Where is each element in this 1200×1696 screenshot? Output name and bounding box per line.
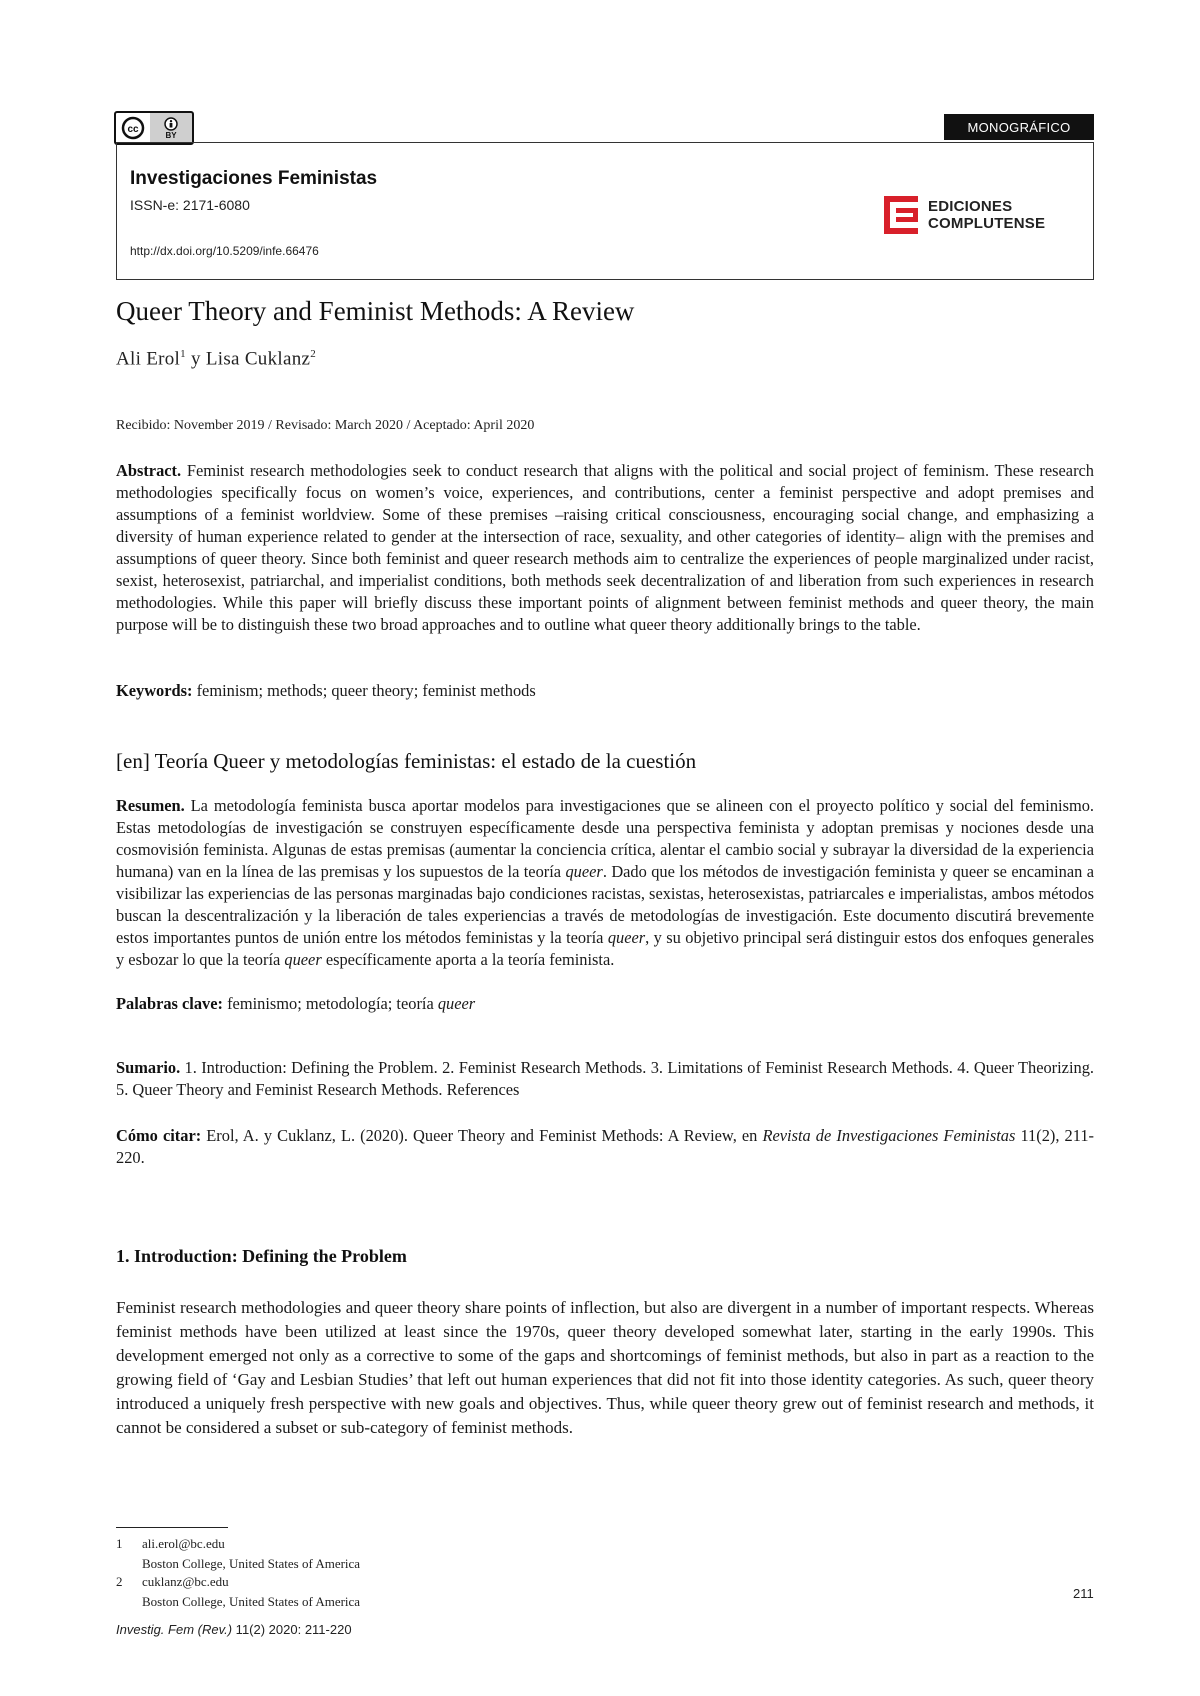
section-tag: MONOGRÁFICO (944, 114, 1094, 140)
sumario (116, 1057, 1094, 1101)
resumen-text-3: , y su objetivo principal será distinguir estos dos enfoques generales y esbozar lo que la teoría (116, 928, 1094, 969)
resumen-text-1: La metodología feminista busca aportar modelos para investigaciones que se alineen con el proyecto político y social del feminismo. Estas metodologías de investigación se construyen específicamente desde una perspectiva feminista y adoptan premisas y nociones desde una cosmovisión feminista. Algunas de estas premisas (aumentar la conciencia crítica, alentar el cambio social y subrayar la diversidad de la experiencia humana) van en la línea de las premisas y los supuestos de la teoría (116, 796, 1094, 881)
page-footer (116, 1622, 352, 1637)
resumen-text-4: específicamente aporta a la teoría feminista. (321, 950, 615, 969)
citation-text-1: Erol, A. y Cuklanz, L. (2020). Queer Theory and Feminist Methods: A Review, en (201, 1126, 763, 1145)
palabras-label: Palabras clave: (116, 994, 223, 1013)
footnote-divider (116, 1527, 228, 1528)
author-2-footnote-mark[interactable]: 2 (310, 348, 317, 360)
sumario-label: Sumario. (116, 1058, 181, 1077)
footnote-2-affiliation: Boston College, United States of America (142, 1594, 361, 1609)
keywords-label: Keywords: (116, 681, 193, 700)
author-connector: y (185, 348, 206, 370)
journal-name: Investigaciones Feministas (130, 168, 378, 189)
footnote-2-mark: 2 (116, 1574, 123, 1589)
footnote-1-email[interactable]: ali.erol@bc.edu (142, 1536, 225, 1551)
publisher-name (928, 198, 1045, 232)
section-1-heading: 1. Introduction: Defining the Problem (116, 1246, 407, 1266)
resumen-text-2: . Dado que los métodos de investigación feminista y queer se encaminan a visibilizar las experiencias de las personas marginadas bajo condiciones racistas, sexistas, heterosexistas, patriarcales e imperialistas, ambos métodos buscan la descentralización y la liberación de tales experiencias a través de metodologías de investigación. Este documento discutirá brevemente estos importantes puntos de unión entre los métodos feministas y la teoría (116, 862, 1094, 947)
resumen-queer-1: queer (565, 862, 603, 881)
attribution-icon (150, 113, 192, 143)
author-1: Ali Erol (116, 348, 181, 370)
footer-text: 11(2) 2020: 211-220 (232, 1622, 352, 1637)
cc-by-label: BY (165, 130, 177, 140)
footnote-1-mark: 1 (116, 1536, 123, 1551)
cc-icon (116, 113, 150, 143)
footer-journal: Investig. Fem (Rev.) (116, 1622, 233, 1637)
resumen-label: Resumen. (116, 796, 185, 815)
svg-text:cc: cc (127, 124, 139, 135)
section-1-paragraph: Feminist research methodologies and queer theory share points of inflection, but also are divergent in a number of important respects. Whereas feminist methods have been utilized at least since the 1970s, queer theory developed somewhat later, starting in the early 1990s. This development emerged not only as a corrective to some of the gaps and shortcomings of feminist methods, but also in part as a reaction to the growing field of ‘Gay and Lesbian Studies’ that left out human experiences that did not fit into those identity categories. As such, queer theory introduced a uniquely fresh perspective with new goals and objectives. Thus, while queer theory grew out of feminist research and methods, it cannot be considered a subset or sub-category of feminist methods. (116, 1298, 1094, 1437)
page-number: 211 (1073, 1586, 1094, 1601)
keywords-text: feminism; methods; queer theory; feminist methods (192, 681, 536, 700)
keywords (116, 680, 1094, 702)
publisher-line1: EDICIONES (928, 198, 1013, 215)
author-1-footnote-mark[interactable]: 1 (180, 348, 186, 360)
resumen-queer-3: queer (284, 950, 322, 969)
spanish-title: [en] Teoría Queer y metodologías feministas: el estado de la cuestión (116, 749, 697, 773)
article-title: Queer Theory and Feminist Methods: A Review (116, 296, 635, 326)
palabras-text: feminismo; metodología; teoría (222, 994, 438, 1013)
article-dates: Recibido: November 2019 / Revisado: March 2020 / Aceptado: April 2020 (116, 418, 535, 433)
footnote-2-email[interactable]: cuklanz@bc.edu (142, 1574, 229, 1589)
sumario-text: 1. Introduction: Defining the Problem. 2. Feminist Research Methods. 3. Limitations of Feminist Research Methods. 4. Queer Theorizing. 5. Queer Theory and Feminist Research Methods. References (116, 1058, 1094, 1099)
resumen (116, 795, 1094, 971)
author-2: Lisa Cuklanz (205, 348, 311, 370)
ediciones-complutense-icon (884, 196, 918, 234)
palabras-clave (116, 993, 1094, 1015)
footnote-1-affiliation: Boston College, United States of America (142, 1556, 361, 1571)
article-authors (116, 348, 316, 370)
resumen-queer-2: queer (607, 928, 646, 947)
abstract (116, 460, 1094, 636)
citation (116, 1125, 1094, 1169)
cc-license-badge (114, 111, 194, 145)
abstract-text: Feminist research methodologies seek to conduct research that aligns with the political and social project of feminism. These research methodologies specifically focus on women’s voice, experiences, and contributions, center a feminist perspective and adopt premises and assumptions of a feminist worldview. Some of these premises –raising critical consciousness, encouraging social change, and emphasizing a diversity of human experience related to gender at the intersection of race, sexuality, and other categories of identity– align with the premises and assumptions of queer theory. Since both feminist and queer research methods aim to centralize the experiences of people marginalized under racist, sexist, heterosexist, patriarchal, and imperialist conditions, both methods seek decentralization of and liberation from such experiences in research methodologies. While this paper will briefly discuss these important points of alignment between feminist methods and queer theory, the main purpose will be to distinguish these two broad approaches and to outline what queer theory additionally brings to the table. (116, 461, 1094, 634)
doi-link[interactable]: http://dx.doi.org/10.5209/infe.66476 (130, 244, 319, 258)
citation-journal: Revista de Investigaciones Feministas (762, 1126, 1016, 1145)
palabras-queer: queer (437, 994, 476, 1013)
publisher-line2: COMPLUTENSE (928, 215, 1046, 232)
abstract-label: Abstract. (116, 461, 182, 480)
citation-text-2: 11(2), 211-220. (116, 1126, 1094, 1167)
publisher-logo (884, 196, 1045, 234)
citation-label: Cómo citar: (116, 1126, 202, 1145)
journal-issn: ISSN-e: 2171-6080 (130, 197, 250, 213)
